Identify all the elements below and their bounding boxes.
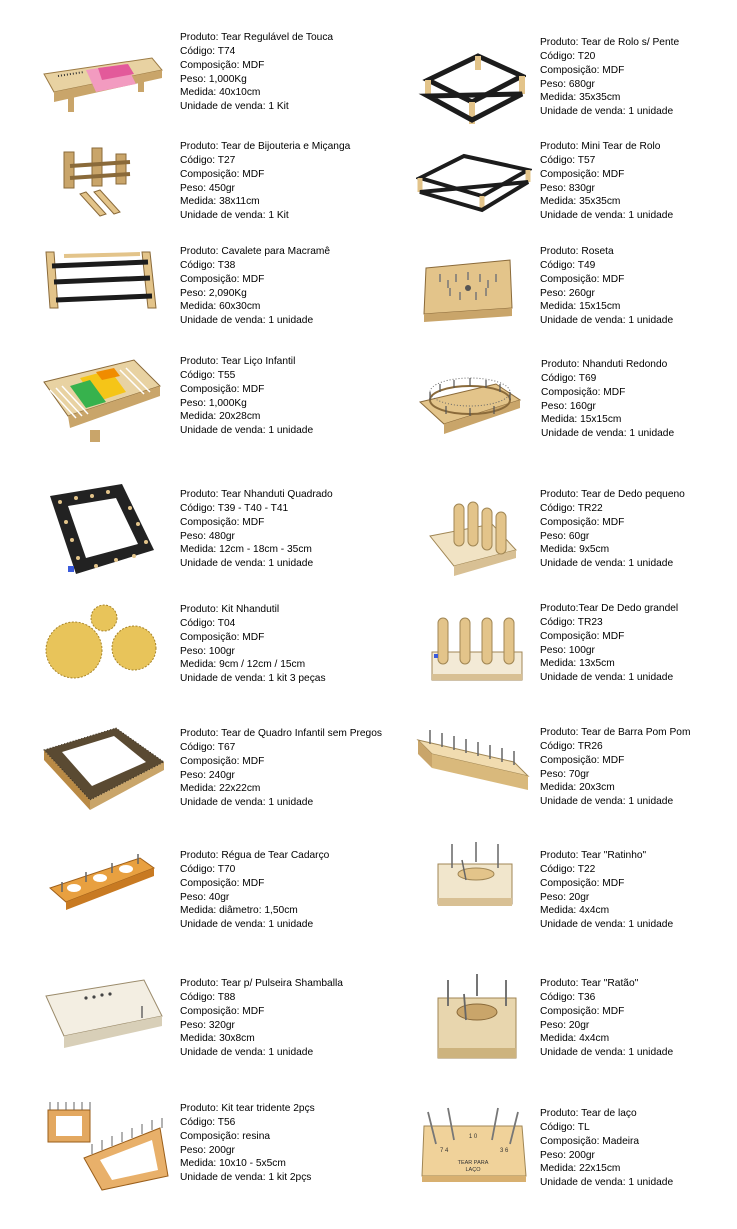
product-info-line: Produto: Kit Nhandutil (180, 604, 280, 615)
product-image-t67 (40, 722, 168, 812)
product-info-line: Peso: 240gr (180, 769, 235, 781)
svg-text:3 6: 3 6 (500, 1148, 509, 1154)
product-info-line: Composição: MDF (540, 630, 625, 642)
product-info-line: Produto: Tear de Bijouteria e Miçanga (180, 141, 351, 152)
product-info-line: Peso: 100gr (540, 644, 595, 656)
product-info-line: Medida: 4x4cm (540, 1033, 610, 1045)
product-info-line: Produto: Tear "Ratinho" (540, 850, 647, 861)
product-image-t56 (44, 1100, 172, 1192)
product-info-line: Código: T74 (180, 45, 236, 57)
product-info-line: Código: T04 (180, 617, 236, 629)
product-info-line: Código: T88 (180, 991, 236, 1003)
product-info-line: Unidade de venda: 1 unidade (540, 919, 674, 931)
product-info-line: Unidade de venda: 1 unidade (540, 1177, 674, 1189)
product-info-t27 (180, 140, 350, 223)
product-info-line: Composição: MDF (540, 273, 625, 285)
tl-label-line-2: LAÇO (465, 1167, 481, 1173)
product-info-line: Produto:Tear De Dedo grandel (540, 603, 679, 614)
product-image-tr22 (426, 500, 520, 576)
product-info-line: Produto: Tear de laço (540, 1108, 637, 1119)
product-info-line: Unidade de venda: 1 unidade (180, 797, 314, 809)
product-info-line: Unidade de venda: 1 Kit (180, 101, 289, 113)
product-info-line: Produto: Kit tear tridente 2pçs (180, 1103, 315, 1114)
product-info-line: Medida: 22x15cm (540, 1163, 621, 1175)
product-info-t39 (180, 488, 333, 571)
product-info-line: Medida: 15x15cm (540, 301, 621, 313)
product-info-line: Medida: 38x11cm (180, 196, 260, 208)
product-info-line: Composição: MDF (180, 755, 265, 767)
product-info-line: Composição: MDF (180, 383, 265, 395)
product-info-line: Código: TL (540, 1121, 590, 1133)
product-info-line: Peso: 680gr (540, 78, 595, 90)
product-info-line: Medida: 9cm / 12cm / 15cm (180, 659, 306, 671)
product-image-t38 (44, 248, 162, 314)
product-info-t88 (180, 977, 343, 1060)
product-image-t55 (40, 352, 164, 444)
product-info-line: Medida: 35x35cm (540, 92, 621, 104)
product-info-line: Código: T70 (180, 863, 236, 875)
product-info-line: Peso: 100gr (180, 645, 235, 657)
product-image-tl (418, 1104, 528, 1184)
product-info-line: Código: TR23 (540, 616, 603, 628)
product-info-line: Unidade de venda: 1 unidade (540, 796, 674, 808)
product-info-line: Composição: Madeira (540, 1135, 640, 1147)
product-image-t36 (434, 972, 520, 1062)
product-info-line: Código: TR22 (540, 502, 603, 514)
product-info-line: Produto: Cavalete para Macramê (180, 246, 331, 257)
tl-label-line-1: TEAR PARA (457, 1160, 489, 1166)
svg-text:7 4: 7 4 (440, 1148, 449, 1154)
product-info-t22 (540, 849, 673, 932)
product-image-t04 (44, 604, 162, 680)
product-info-line: Peso: 260gr (540, 287, 595, 299)
product-info-line: Composição: MDF (541, 386, 626, 398)
product-info-line: Composição: MDF (540, 877, 625, 889)
product-info-line: Peso: 480gr (180, 530, 235, 542)
product-info-line: Composição: MDF (180, 877, 265, 889)
product-image-t57 (416, 148, 532, 214)
product-info-line: Medida: 35x35cm (540, 196, 621, 208)
product-info-line: Composição: MDF (540, 64, 625, 76)
product-info-line: Peso: 70gr (540, 768, 590, 780)
product-info-line: Composição: MDF (180, 273, 265, 285)
product-info-tr26 (540, 726, 690, 809)
product-image-t39 (46, 484, 158, 580)
product-info-line: Unidade de venda: 1 Kit (180, 210, 289, 222)
product-info-line: Código: T56 (180, 1116, 236, 1128)
product-info-line: Unidade de venda: 1 unidade (540, 210, 674, 222)
product-info-line: Composição: MDF (180, 59, 265, 71)
product-info-line: Peso: 20gr (540, 891, 590, 903)
product-image-t49 (420, 252, 516, 322)
product-info-line: Unidade de venda: 1 unidade (540, 672, 674, 684)
product-info-line: Composição: MDF (180, 168, 265, 180)
product-info-line: Composição: MDF (540, 516, 625, 528)
product-info-t55 (180, 355, 313, 438)
product-info-line: Código: TR26 (540, 740, 603, 752)
product-info-line: Unidade de venda: 1 unidade (540, 1047, 674, 1059)
product-info-line: Composição: resina (180, 1130, 271, 1142)
product-info-line: Produto: Tear Liço Infantil (180, 356, 296, 367)
product-info-line: Peso: 20gr (540, 1019, 590, 1031)
product-info-line: Peso: 1,000Kg (180, 397, 247, 409)
product-info-line: Peso: 200gr (180, 1144, 235, 1156)
product-info-t67 (180, 727, 382, 810)
product-info-line: Produto: Tear de Dedo pequeno (540, 489, 685, 500)
product-info-t70 (180, 849, 329, 932)
product-info-line: Unidade de venda: 1 kit 2pçs (180, 1172, 312, 1184)
svg-text:1 0: 1 0 (468, 1134, 478, 1140)
product-info-t49 (540, 245, 673, 328)
product-info-line: Medida: 22x22cm (180, 783, 261, 795)
product-info-line: Peso: 320gr (180, 1019, 235, 1031)
product-info-t20 (540, 36, 679, 119)
product-info-line: Produto: Nhanduti Redondo (541, 359, 668, 370)
product-info-line: Unidade de venda: 1 unidade (540, 106, 674, 118)
product-info-line: Código: T39 - T40 - T41 (180, 502, 289, 514)
product-info-line: Medida: 20x28cm (180, 411, 261, 423)
product-info-line: Código: T57 (540, 154, 596, 166)
product-info-line: Unidade de venda: 1 unidade (180, 1047, 314, 1059)
product-info-line: Peso: 40gr (180, 891, 230, 903)
product-info-line: Medida: 9x5cm (540, 544, 610, 556)
product-info-line: Peso: 60gr (540, 530, 590, 542)
product-info-line: Produto: Tear Nhanduti Quadrado (180, 489, 333, 500)
product-info-line: Código: T49 (540, 259, 596, 271)
product-info-t04 (180, 603, 326, 686)
product-info-line: Produto: Tear p/ Pulseira Shamballa (180, 978, 343, 989)
product-info-line: Código: T36 (540, 991, 596, 1003)
product-info-line: Produto: Roseta (540, 246, 614, 257)
product-info-line: Composição: MDF (540, 754, 625, 766)
product-info-line: Unidade de venda: 1 unidade (180, 425, 314, 437)
product-info-line: Medida: 12cm - 18cm - 35cm (180, 544, 312, 556)
product-info-line: Produto: Tear de Barra Pom Pom (540, 727, 691, 738)
product-info-line: Peso: 2,090Kg (180, 287, 247, 299)
product-info-line: Produto: Tear "Ratão" (540, 978, 639, 989)
product-image-t20 (418, 40, 526, 128)
product-info-line: Unidade de venda: 1 unidade (180, 919, 314, 931)
product-info-line: Medida: 60x30cm (180, 301, 261, 313)
product-image-t27 (56, 144, 146, 220)
product-info-line: Composição: MDF (180, 631, 265, 643)
product-info-line: Unidade de venda: 1 unidade (540, 315, 674, 327)
product-info-tl (540, 1107, 673, 1190)
product-info-line: Medida: 15x15cm (541, 414, 622, 426)
product-info-line: Peso: 1,000Kg (180, 73, 247, 85)
product-info-line: Medida: 4x4cm (540, 905, 610, 917)
product-info-line: Código: T55 (180, 369, 236, 381)
product-info-line: Produto: Tear de Rolo s/ Pente (540, 37, 680, 48)
product-info-line: Código: T67 (180, 741, 236, 753)
product-info-line: Produto: Tear Regulável de Touca (180, 32, 334, 43)
product-info-line: Código: T27 (180, 154, 236, 166)
product-info-t69 (541, 358, 674, 441)
product-info-line: Unidade de venda: 1 unidade (180, 315, 314, 327)
product-info-line: Peso: 830gr (540, 182, 595, 194)
product-info-line: Unidade de venda: 1 unidade (540, 558, 674, 570)
product-image-tr23 (428, 614, 526, 684)
product-info-t74 (180, 31, 333, 114)
product-image-t88 (42, 976, 166, 1052)
product-info-t38 (180, 245, 330, 328)
product-info-line: Peso: 160gr (541, 400, 596, 412)
product-image-t74 (38, 40, 166, 118)
product-info-tr22 (540, 488, 685, 571)
product-info-line: Medida: 30x8cm (180, 1033, 255, 1045)
product-info-line: Código: T22 (540, 863, 596, 875)
product-info-line: Medida: diâmetro: 1,50cm (180, 905, 298, 917)
product-info-line: Unidade de venda: 1 kit 3 peças (180, 673, 326, 685)
product-info-line: Medida: 40x10cm (180, 87, 261, 99)
product-info-line: Produto: Mini Tear de Rolo (540, 141, 661, 152)
product-info-line: Medida: 20x3cm (540, 782, 615, 794)
product-info-line: Composição: MDF (540, 168, 625, 180)
product-info-line: Produto: Tear de Quadro Infantil sem Pregos (180, 728, 382, 739)
product-info-line: Código: T20 (540, 50, 596, 62)
product-info-line: Código: T38 (180, 259, 236, 271)
product-image-tr26 (414, 722, 532, 792)
product-info-line: Peso: 200gr (540, 1149, 595, 1161)
product-info-line: Produto: Régua de Tear Cadarço (180, 850, 330, 861)
product-info-line: Composição: MDF (180, 1005, 265, 1017)
product-info-t36 (540, 977, 673, 1060)
product-image-t69 (416, 370, 524, 440)
product-info-t56 (180, 1102, 315, 1185)
product-image-t22 (432, 840, 516, 910)
product-info-tr23 (540, 602, 678, 685)
product-info-line: Composição: MDF (540, 1005, 625, 1017)
product-info-line: Peso: 450gr (180, 182, 235, 194)
product-image-t70 (46, 852, 158, 910)
product-info-line: Unidade de venda: 1 unidade (180, 558, 314, 570)
product-info-line: Código: T69 (541, 372, 597, 384)
product-info-line: Composição: MDF (180, 516, 265, 528)
product-info-line: Medida: 13x5cm (540, 658, 615, 670)
product-info-line: Unidade de venda: 1 unidade (541, 428, 675, 440)
product-info-t57 (540, 140, 673, 223)
product-info-line: Medida: 10x10 - 5x5cm (180, 1158, 286, 1170)
